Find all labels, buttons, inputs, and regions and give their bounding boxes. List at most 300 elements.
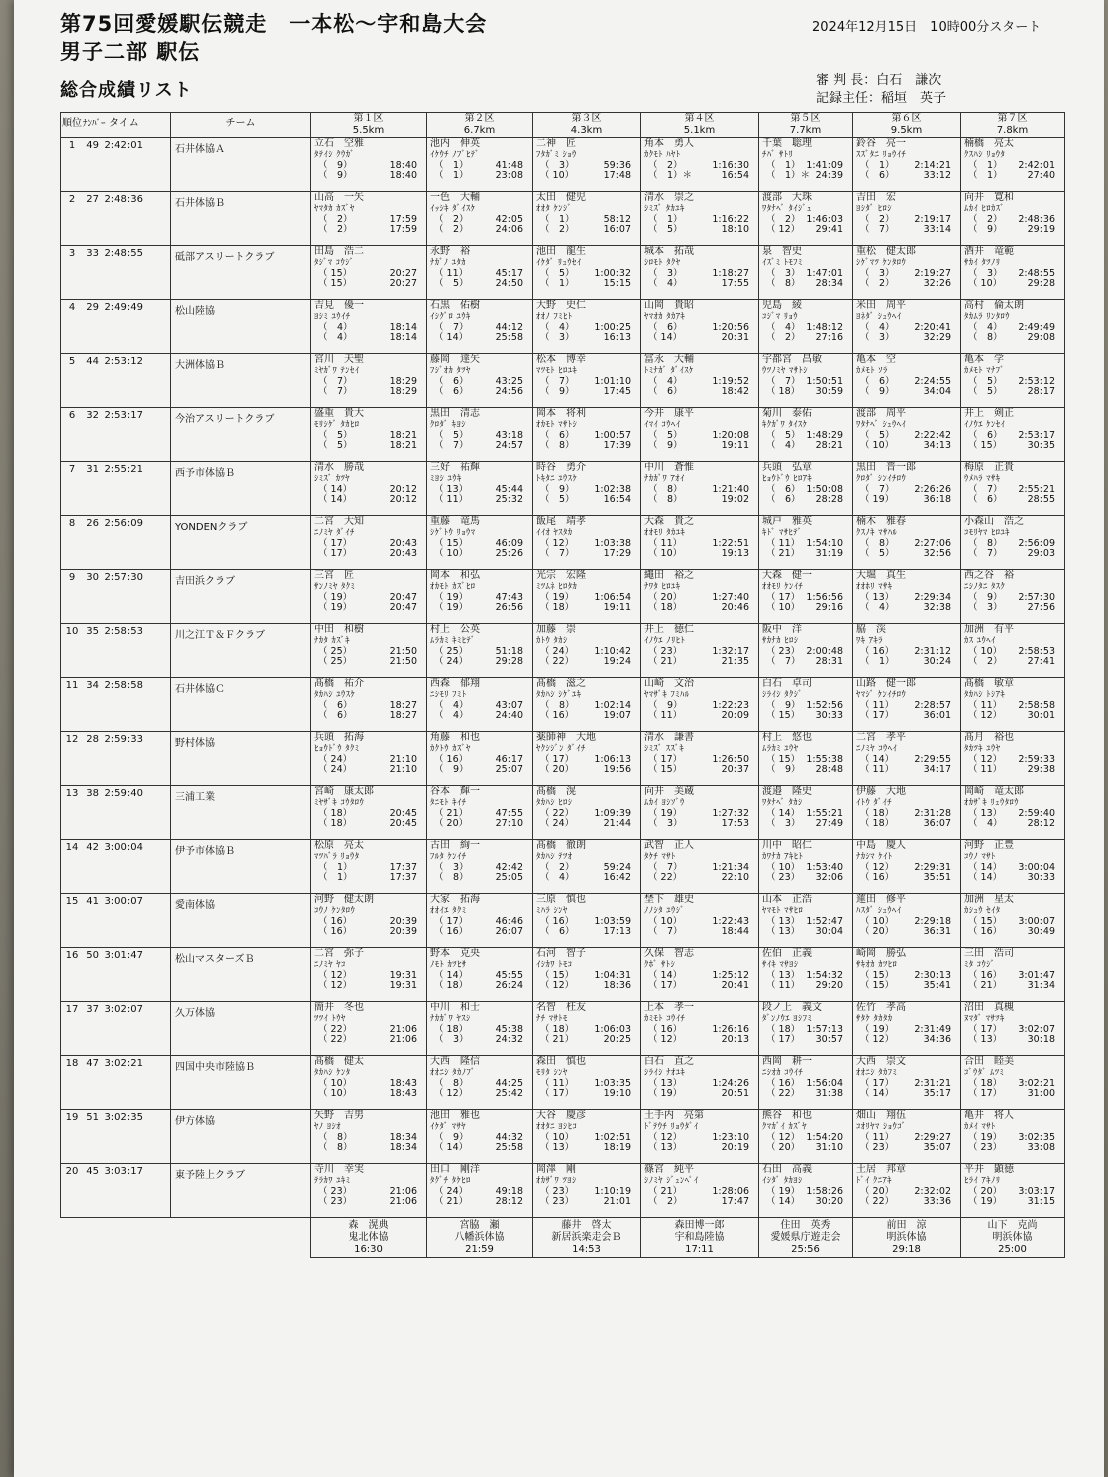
- section-distance: 5.1km: [683, 125, 716, 136]
- leg-time: 26:07: [495, 926, 523, 938]
- leg-line: [964, 171, 1061, 182]
- leg-time: 20:27: [389, 278, 417, 290]
- leg-rank: （ 7）: [318, 386, 353, 398]
- runner-kana: ﾀｹﾁ ﾏｻﾄ: [644, 851, 676, 862]
- rank-cell: [61, 462, 171, 516]
- empty-cell: [171, 1218, 311, 1258]
- leg-rank: （ 3）: [434, 1034, 469, 1046]
- leg-line: [762, 387, 849, 398]
- leg-time: 18:42: [721, 386, 749, 398]
- cumulative-time: 1:52:47: [806, 915, 843, 927]
- cumulative-rank: （ 25）: [434, 645, 469, 657]
- cumulative-rank: （ 8）: [434, 1077, 469, 1089]
- runner-name: 石黒 佑樹: [430, 300, 480, 311]
- leg-line: [430, 1143, 529, 1154]
- runner-name: 西森 郁翔: [430, 678, 480, 689]
- runner-kana: ｳﾒﾊﾗ ﾏｻｷ: [964, 473, 1001, 484]
- runner-name: 土手内 亮第: [644, 1110, 704, 1121]
- cumulative-rank: （ 3）: [540, 159, 575, 171]
- leg-rank: （ 14）: [766, 1196, 801, 1208]
- rank: 20: [65, 1166, 79, 1177]
- bib-number: 33: [86, 248, 99, 259]
- cumulative-time: 1:25:12: [712, 969, 749, 981]
- leg-rank: （ 14）: [318, 494, 353, 506]
- leg-rank: （ 24）: [318, 764, 353, 776]
- leg-time: 17:29: [603, 548, 631, 560]
- leg-cell: [853, 948, 961, 1002]
- leg-rank: （ 17）: [318, 548, 353, 560]
- leg-time: 17:59: [389, 224, 417, 236]
- leg-time: 20:37: [721, 764, 749, 776]
- leg-cell: [427, 354, 533, 408]
- cumulative-rank: （ 19）: [434, 591, 469, 603]
- rank: 6: [68, 410, 76, 421]
- cumulative-time: 2:53:17: [1018, 429, 1055, 441]
- rank: 12: [65, 734, 79, 745]
- runner-name: 大野 史仁: [536, 300, 586, 311]
- bib-number: 41: [86, 896, 99, 907]
- leg-time: 16:07: [603, 224, 631, 236]
- runner-kana: ﾇﾏﾀﾞ ﾏｻﾂｷ: [964, 1013, 1005, 1024]
- runner-kana: ｲｹｳﾁ ﾉﾌﾞﾋﾃﾞ: [430, 149, 480, 160]
- leg-line: [430, 495, 529, 506]
- runner-name: 西之谷 裕: [964, 570, 1014, 581]
- bib-number: 29: [86, 302, 99, 313]
- leg-time: 31:10: [815, 1142, 843, 1154]
- rank-cell: [61, 300, 171, 354]
- team-name: 砥部アスリートクラブ: [171, 246, 311, 300]
- cumulative-time: 2:59:33: [1018, 753, 1055, 765]
- cumulative-rank: （ 9）: [318, 159, 353, 171]
- leg-rank: （ 5）: [968, 386, 1003, 398]
- leg-time: 19:02: [721, 494, 749, 506]
- leg-rank: （ 19）: [318, 602, 353, 614]
- cumulative-rank: （ 9）: [434, 1131, 469, 1143]
- runner-name: 岡本 和弘: [430, 570, 480, 581]
- cumulative-rank: （ 10）: [968, 645, 1003, 657]
- runner-kana: ﾖｼﾀﾞ ﾋﾛｼ: [856, 203, 892, 214]
- total-time: 3:02:21: [104, 1058, 143, 1069]
- cumulative-time: 49:18: [495, 1185, 523, 1197]
- runner-name: 山岡 貴昭: [644, 300, 694, 311]
- leg-time: 30:04: [815, 926, 843, 938]
- leg-rank: （ 22）: [766, 1088, 801, 1100]
- reserve-time: 21:59: [465, 1244, 494, 1255]
- cumulative-rank: （ 2）: [648, 159, 683, 171]
- leg-time: 30:49: [1027, 926, 1055, 938]
- leg-cell: [961, 246, 1065, 300]
- bib-number: 26: [86, 518, 99, 529]
- leg-cell: [759, 840, 853, 894]
- cumulative-time: 51:18: [495, 645, 523, 657]
- leg-line: [644, 711, 755, 722]
- runner-name: 沼田 真槻: [964, 1002, 1014, 1013]
- runner-kana: ﾅﾁ ﾏｻﾄﾓ: [536, 1013, 568, 1024]
- runner-name: 三田 浩司: [964, 948, 1014, 959]
- runner-name: 川中 昭仁: [762, 840, 812, 851]
- reserve-time: 17:11: [685, 1244, 714, 1255]
- leg-time: 33:08: [1027, 1142, 1055, 1154]
- leg-line: [762, 495, 849, 506]
- leg-cell: [311, 300, 427, 354]
- leg-time: 21:35: [721, 656, 749, 668]
- leg-cell: [961, 354, 1065, 408]
- leg-cell: [961, 948, 1065, 1002]
- team-name: 石井体協Ａ: [171, 138, 311, 192]
- leg-cell: [759, 516, 853, 570]
- section-header: [311, 113, 427, 138]
- leg-time: 24:32: [495, 1034, 523, 1046]
- cumulative-time: 3:03:17: [1018, 1185, 1055, 1197]
- leg-cell: [311, 138, 427, 192]
- leg-line: [314, 225, 423, 236]
- leg-cell: [533, 516, 641, 570]
- cumulative-rank: （ 15）: [540, 969, 575, 981]
- cumulative-rank: （ 4）: [434, 699, 469, 711]
- leg-line: [644, 1197, 755, 1208]
- leg-cell: [853, 1110, 961, 1164]
- leg-line: [430, 225, 529, 236]
- cumulative-rank: （ 6）: [648, 321, 683, 333]
- cumulative-rank: （ 18）: [434, 1023, 469, 1035]
- leg-cell: [641, 354, 759, 408]
- cumulative-rank: （ 6）: [318, 699, 353, 711]
- leg-rank: （ 12）: [648, 1034, 683, 1046]
- cumulative-time: 18:14: [389, 321, 417, 333]
- cumulative-time: 1:53:40: [806, 861, 843, 873]
- cumulative-time: 2:29:18: [914, 915, 951, 927]
- leg-cell: [427, 192, 533, 246]
- leg-line: [644, 981, 755, 992]
- runner-kana: ｶﾒﾓﾄ ｿﾗ: [856, 365, 888, 376]
- reserve-cell: [759, 1218, 853, 1258]
- runner-name: 河野 健太朗: [314, 894, 374, 905]
- runner-kana: ｵｶﾓﾄ ﾏｻﾄｼ: [536, 419, 578, 430]
- cumulative-rank: （ 3）: [434, 861, 469, 873]
- cumulative-time: 2:57:30: [1018, 591, 1055, 603]
- leg-cell: [311, 1110, 427, 1164]
- runner-kana: ｵｶｻﾞｷ ﾘｭｳﾀﾛｳ: [964, 797, 1019, 808]
- runner-name: 山高 一矢: [314, 192, 364, 203]
- cumulative-rank: （ 11）: [766, 537, 801, 549]
- cumulative-time: 1:23:10: [712, 1131, 749, 1143]
- cumulative-time: 2:29:31: [914, 861, 951, 873]
- runner-name: 二神 匠: [536, 138, 576, 149]
- leg-time: 18:36: [603, 980, 631, 992]
- leg-time: 21:50: [389, 656, 417, 668]
- leg-line: [762, 711, 849, 722]
- leg-time: 29:08: [1027, 332, 1055, 344]
- team-name: 西予市体協Ｂ: [171, 462, 311, 516]
- table-row: [61, 354, 1065, 408]
- cumulative-time: 2:56:09: [1018, 537, 1055, 549]
- bib-number: 32: [86, 410, 99, 421]
- leg-rank: （ 13）: [540, 1142, 575, 1154]
- leg-rank: （ 4）: [434, 710, 469, 722]
- leg-rank: （ 14）: [860, 1088, 895, 1100]
- leg-time: 30:59: [815, 386, 843, 398]
- leg-cell: [759, 678, 853, 732]
- cumulative-time: 3:02:21: [1018, 1077, 1055, 1089]
- cumulative-rank: （ 22）: [540, 807, 575, 819]
- team-name: 東予陸上クラブ: [171, 1164, 311, 1218]
- cumulative-rank: （ 8）: [648, 483, 683, 495]
- leg-rank: （ 5）: [318, 440, 353, 452]
- reserve-cell: [427, 1218, 533, 1258]
- runner-kana: ｶｸﾄｳ ｶｽﾞﾔ: [430, 743, 471, 754]
- leg-line: [314, 549, 423, 560]
- leg-time: 28:12: [495, 1196, 523, 1208]
- runner-kana: ﾑｶｲ ﾋﾛｶｽﾞ: [964, 203, 1005, 214]
- cumulative-time: 1:41:09: [806, 159, 843, 171]
- leg-line: [762, 279, 849, 290]
- leg-cell: [853, 1056, 961, 1110]
- runner-name: 山本 正浩: [762, 894, 812, 905]
- leg-rank: （ 1）: [968, 170, 1003, 182]
- runner-kana: ｺﾓﾘﾔﾏ ﾋﾛﾕｷ: [964, 527, 1010, 538]
- leg-time: 33:36: [923, 1196, 951, 1208]
- leg-time: 18:29: [389, 386, 417, 398]
- reserve-time: 25:56: [791, 1244, 820, 1255]
- reserve-team: 愛媛県庁遊走会: [770, 1232, 841, 1243]
- leg-line: [430, 441, 529, 452]
- runner-name: 篠宮 純平: [644, 1164, 694, 1175]
- cumulative-rank: （ 7）: [860, 483, 895, 495]
- cumulative-rank: （ 22）: [318, 1023, 353, 1035]
- leg-line: [644, 819, 755, 830]
- runner-name: 清水 勝哉: [314, 462, 364, 473]
- cumulative-time: 1:10:42: [594, 645, 631, 657]
- leg-time: 28:48: [815, 764, 843, 776]
- runner-kana: ﾀｼﾞﾏ ｺｳｼﾞ: [314, 257, 355, 268]
- cumulative-rank: （ 10）: [860, 915, 895, 927]
- cumulative-rank: （ 20）: [648, 591, 683, 603]
- leg-cell: [961, 786, 1065, 840]
- cumulative-rank: （ 9）: [540, 483, 575, 495]
- runner-name: 酒井 竜範: [964, 246, 1014, 257]
- cumulative-time: 1:55:38: [806, 753, 843, 765]
- leg-time: 34:13: [923, 440, 951, 452]
- cumulative-time: 2:58:53: [1018, 645, 1055, 657]
- leg-rank: （ 9）: [318, 170, 353, 182]
- rank-cell: [61, 678, 171, 732]
- rank-cell: [61, 1110, 171, 1164]
- runner-name: 菊川 泰佑: [762, 408, 812, 419]
- rank-cell: [61, 192, 171, 246]
- runner-name: 米田 周平: [856, 300, 906, 311]
- leg-line: [536, 981, 637, 992]
- runner-name: 清水 崇之: [644, 192, 694, 203]
- cumulative-time: 1:06:54: [594, 591, 631, 603]
- leg-time: 29:20: [815, 980, 843, 992]
- rank-cell: [61, 570, 171, 624]
- leg-time: 18:14: [389, 332, 417, 344]
- leg-time: 16:54: [721, 170, 749, 182]
- leg-rank: （ 20）: [540, 764, 575, 776]
- leg-line: [314, 711, 423, 722]
- runner-name: 合田 睦美: [964, 1056, 1014, 1067]
- runner-kana: ﾅｶｶﾞﾜ ｱｵｲ: [644, 473, 685, 484]
- leg-line: [430, 549, 529, 560]
- cumulative-rank: （ 8）: [540, 699, 575, 711]
- leg-time: 30:33: [815, 710, 843, 722]
- leg-time: 32:38: [923, 602, 951, 614]
- leg-rank: （ 16）: [968, 926, 1003, 938]
- leg-time: 21:10: [389, 764, 417, 776]
- leg-cell: [759, 246, 853, 300]
- runner-name: 白石 直之: [644, 1056, 694, 1067]
- leg-line: [536, 1197, 637, 1208]
- leg-time: 30:20: [815, 1196, 843, 1208]
- leg-cell: [427, 1110, 533, 1164]
- leg-cell: [759, 786, 853, 840]
- runner-name: 阪中 洋: [762, 624, 802, 635]
- cumulative-rank: （ 8）: [860, 537, 895, 549]
- leg-rank: （ 11）: [766, 980, 801, 992]
- runner-kana: ﾆｼﾓﾘ ﾌﾐﾄ: [430, 689, 467, 700]
- cumulative-time: 1:54:10: [806, 537, 843, 549]
- runner-name: 中川 蒼惟: [644, 462, 694, 473]
- cumulative-time: 1:18:27: [712, 267, 749, 279]
- leg-cell: [641, 246, 759, 300]
- leg-cell: [533, 138, 641, 192]
- cumulative-rank: （ 19）: [860, 1023, 895, 1035]
- leg-rank: （ 12）: [860, 1034, 895, 1046]
- runner-name: 亀井 将人: [964, 1110, 1014, 1121]
- leg-rank: （ 8）: [648, 494, 683, 506]
- leg-cell: [853, 246, 961, 300]
- cumulative-time: 21:06: [389, 1023, 417, 1035]
- reserve-time: 25:00: [998, 1244, 1027, 1255]
- leg-time: 22:10: [721, 872, 749, 884]
- cumulative-time: 1:06:03: [594, 1023, 631, 1035]
- cumulative-time: 43:25: [495, 375, 523, 387]
- cumulative-rank: （ 1）: [648, 213, 683, 225]
- leg-rank: （ 7）: [434, 440, 469, 452]
- runner-name: 向井 美蔵: [644, 786, 694, 797]
- leg-line: [314, 981, 423, 992]
- runner-name: 高村 倫太朗: [964, 300, 1024, 311]
- runner-name: 松本 博幸: [536, 354, 586, 365]
- runner-name: 三原 慎也: [536, 894, 586, 905]
- leg-time: 17:48: [603, 170, 631, 182]
- leg-rank: （ 8）: [434, 872, 469, 884]
- reserve-cell: [961, 1218, 1065, 1258]
- leg-time: 35:41: [923, 980, 951, 992]
- cumulative-rank: （ 14）: [968, 861, 1003, 873]
- leg-cell: [759, 300, 853, 354]
- leg-line: [964, 225, 1061, 236]
- runner-kana: ﾄｷﾀﾆ ﾕｳｽｹ: [536, 473, 578, 484]
- leg-cell: [853, 408, 961, 462]
- leg-rank: （ 20）: [860, 926, 895, 938]
- leg-rank: （ 25）: [318, 656, 353, 668]
- leg-line: [314, 495, 423, 506]
- runner-name: 吉見 優一: [314, 300, 364, 311]
- leg-line: [856, 387, 957, 398]
- leg-rank: （ 6）: [860, 170, 895, 182]
- leg-cell: [427, 786, 533, 840]
- reserve-name: 藤井 啓太: [561, 1220, 612, 1231]
- cumulative-time: 1:10:19: [594, 1185, 631, 1197]
- leg-time: 29:38: [1027, 764, 1055, 776]
- leg-cell: [961, 570, 1065, 624]
- runner-kana: ﾀｸﾞﾁ ﾀｹﾋﾛ: [430, 1175, 471, 1186]
- runner-name: 中川 和士: [430, 1002, 480, 1013]
- leg-line: [856, 927, 957, 938]
- runner-kana: ﾜﾀﾅﾍﾞ ﾀｶｼ: [762, 797, 803, 808]
- runner-name: 角藤 和也: [430, 732, 480, 743]
- leg-line: [964, 981, 1061, 992]
- leg-time: 27:16: [815, 332, 843, 344]
- runner-name: 伊藤 大地: [856, 786, 906, 797]
- cumulative-time: 1:01:10: [594, 375, 631, 387]
- runner-kana: ﾔﾏﾓﾄ ﾏｻﾋﾛ: [762, 905, 804, 916]
- cumulative-rank: （ 4）: [860, 321, 895, 333]
- cumulative-time: 1:52:56: [806, 699, 843, 711]
- leg-line: [762, 1035, 849, 1046]
- runner-kana: ｵｶｻﾞﾜ ﾂﾖｼ: [536, 1175, 577, 1186]
- leg-rank: （ 19）: [434, 602, 469, 614]
- runner-kana: ﾀﾞﾝﾉｳｴ ﾖｼﾌﾐ: [762, 1013, 813, 1024]
- leg-rank: （ 2）: [318, 224, 353, 236]
- team-name: 愛南体協: [171, 894, 311, 948]
- leg-cell: [311, 732, 427, 786]
- cumulative-rank: （ 16）: [766, 1077, 801, 1089]
- cumulative-rank: （ 3）: [648, 267, 683, 279]
- leg-line: [536, 1089, 637, 1100]
- cumulative-rank: （ 19）: [318, 591, 353, 603]
- leg-line: [964, 603, 1061, 614]
- runner-name: 髙橋 祐介: [314, 678, 364, 689]
- cumulative-rank: （ 16）: [434, 753, 469, 765]
- cumulative-time: 1:48:12: [806, 321, 843, 333]
- leg-line: [856, 765, 957, 776]
- leg-time: 21:01: [603, 1196, 631, 1208]
- leg-rank: （ 18）: [318, 818, 353, 830]
- leg-rank: （ 13）: [766, 926, 801, 938]
- leg-time: 21:44: [603, 818, 631, 830]
- rank: 1: [68, 140, 76, 151]
- runner-name: 崎岡 勝弘: [856, 948, 906, 959]
- leg-cell: [427, 246, 533, 300]
- cumulative-time: 2:29:27: [914, 1131, 951, 1143]
- leg-line: [314, 927, 423, 938]
- leg-line: [430, 657, 529, 668]
- runner-name: 渡部 周平: [856, 408, 906, 419]
- leg-rank: （ 17）: [648, 980, 683, 992]
- leg-time: 35:51: [923, 872, 951, 884]
- leg-rank: （ 10）: [766, 602, 801, 614]
- runner-name: 薬師神 大地: [536, 732, 596, 743]
- cumulative-time: 1:22:23: [712, 699, 749, 711]
- cumulative-rank: （ 1）: [968, 159, 1003, 171]
- cumulative-rank: （ 2）: [968, 213, 1003, 225]
- leg-time: 27:49: [815, 818, 843, 830]
- runner-kana: ｵｵｲｴ ﾀｸﾐ: [430, 905, 467, 916]
- cumulative-time: 1:27:32: [712, 807, 749, 819]
- cumulative-rank: （ 11）: [540, 1077, 575, 1089]
- total-time: 2:58:53: [104, 626, 143, 637]
- leg-time: 27:41: [1027, 656, 1055, 668]
- rank: 14: [65, 842, 79, 853]
- leg-time: 16:42: [603, 872, 631, 884]
- leg-line: [536, 549, 637, 560]
- cumulative-rank: （ 10）: [318, 1077, 353, 1089]
- leg-time: 17:55: [721, 278, 749, 290]
- runner-name: 大堀 真生: [856, 570, 906, 581]
- cumulative-rank: （ 5）: [434, 429, 469, 441]
